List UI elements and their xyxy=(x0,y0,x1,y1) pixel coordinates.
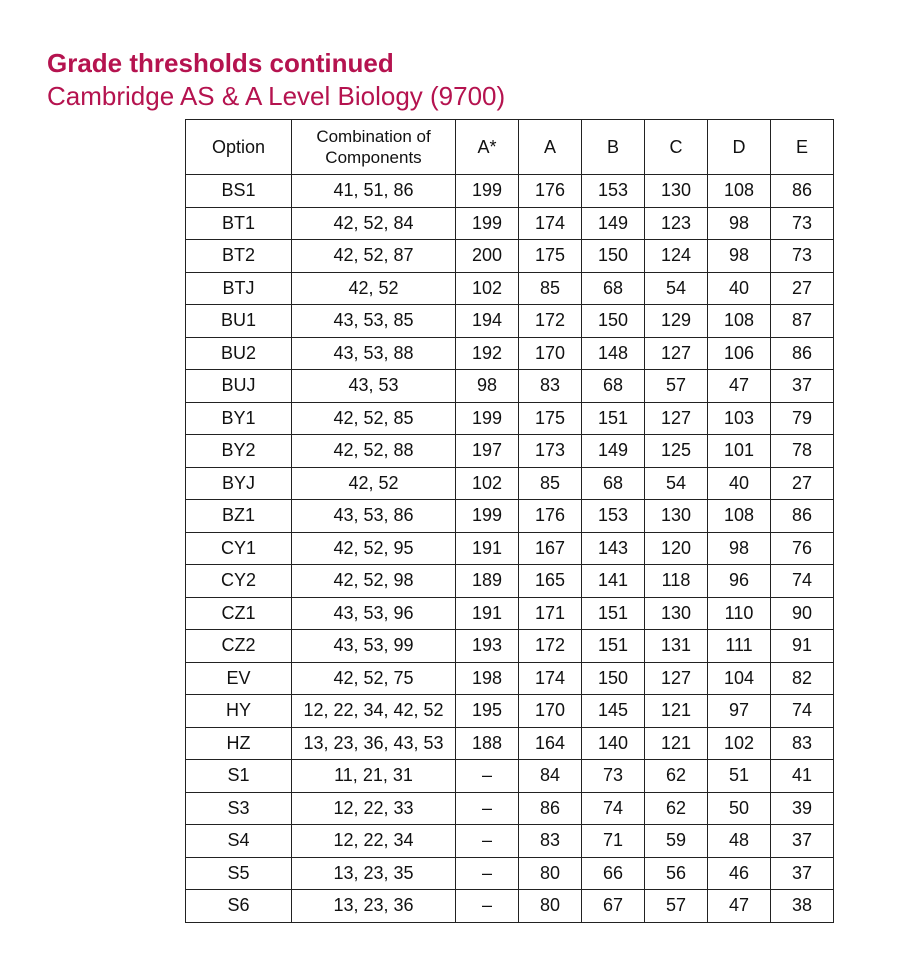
table-row xyxy=(186,240,834,273)
cell-components: 42, 52 xyxy=(292,272,456,305)
cell-b: 74 xyxy=(582,792,645,825)
cell-a-star: 199 xyxy=(456,207,519,240)
cell-a-star: 194 xyxy=(456,305,519,338)
cell-components: 42, 52, 95 xyxy=(292,532,456,565)
cell-option: BU1 xyxy=(186,305,292,338)
cell-d: 97 xyxy=(708,695,771,728)
cell-d: 40 xyxy=(708,467,771,500)
cell-option: HZ xyxy=(186,727,292,760)
table-row xyxy=(186,337,834,370)
cell-e: 86 xyxy=(771,500,834,533)
table-row xyxy=(186,370,834,403)
cell-d: 51 xyxy=(708,760,771,793)
cell-b: 151 xyxy=(582,630,645,663)
table-header xyxy=(186,120,834,175)
table-row xyxy=(186,760,834,793)
cell-d: 101 xyxy=(708,435,771,468)
table-header-row xyxy=(186,120,834,175)
cell-components: 42, 52, 85 xyxy=(292,402,456,435)
column-header-c: C xyxy=(645,120,708,175)
cell-option: EV xyxy=(186,662,292,695)
cell-d: 108 xyxy=(708,175,771,208)
cell-a-star: – xyxy=(456,890,519,923)
cell-option: S5 xyxy=(186,857,292,890)
cell-a-star: 188 xyxy=(456,727,519,760)
cell-components: 13, 23, 36 xyxy=(292,890,456,923)
cell-option: CZ2 xyxy=(186,630,292,663)
cell-option: BTJ xyxy=(186,272,292,305)
cell-b: 153 xyxy=(582,175,645,208)
cell-option: BY2 xyxy=(186,435,292,468)
cell-a-star: 195 xyxy=(456,695,519,728)
cell-b: 73 xyxy=(582,760,645,793)
table-row xyxy=(186,272,834,305)
cell-a-star: 198 xyxy=(456,662,519,695)
cell-c: 130 xyxy=(645,175,708,208)
cell-components: 43, 53, 86 xyxy=(292,500,456,533)
cell-a: 171 xyxy=(519,597,582,630)
cell-c: 130 xyxy=(645,500,708,533)
cell-d: 110 xyxy=(708,597,771,630)
cell-b: 68 xyxy=(582,272,645,305)
cell-a: 167 xyxy=(519,532,582,565)
table-row xyxy=(186,662,834,695)
cell-b: 151 xyxy=(582,402,645,435)
cell-d: 47 xyxy=(708,890,771,923)
cell-e: 74 xyxy=(771,565,834,598)
table-row xyxy=(186,467,834,500)
cell-option: BT2 xyxy=(186,240,292,273)
cell-a-star: 191 xyxy=(456,532,519,565)
cell-e: 83 xyxy=(771,727,834,760)
cell-c: 121 xyxy=(645,727,708,760)
cell-components: 42, 52, 75 xyxy=(292,662,456,695)
cell-b: 68 xyxy=(582,370,645,403)
column-header-option: Option xyxy=(186,120,292,175)
cell-b: 150 xyxy=(582,240,645,273)
column-header-b: B xyxy=(582,120,645,175)
cell-a: 172 xyxy=(519,305,582,338)
cell-d: 48 xyxy=(708,825,771,858)
cell-a: 173 xyxy=(519,435,582,468)
cell-a-star: 199 xyxy=(456,500,519,533)
cell-option: S3 xyxy=(186,792,292,825)
cell-b: 141 xyxy=(582,565,645,598)
cell-a: 165 xyxy=(519,565,582,598)
cell-a-star: 193 xyxy=(456,630,519,663)
cell-a-star: 199 xyxy=(456,175,519,208)
cell-a: 174 xyxy=(519,662,582,695)
table-row xyxy=(186,500,834,533)
cell-c: 57 xyxy=(645,890,708,923)
cell-components: 42, 52, 98 xyxy=(292,565,456,598)
cell-a: 174 xyxy=(519,207,582,240)
cell-components: 12, 22, 34 xyxy=(292,825,456,858)
table-row xyxy=(186,792,834,825)
cell-c: 125 xyxy=(645,435,708,468)
cell-b: 66 xyxy=(582,857,645,890)
cell-a: 85 xyxy=(519,467,582,500)
cell-components: 12, 22, 33 xyxy=(292,792,456,825)
cell-components: 13, 23, 35 xyxy=(292,857,456,890)
cell-components: 43, 53, 96 xyxy=(292,597,456,630)
cell-a-star: – xyxy=(456,825,519,858)
cell-b: 151 xyxy=(582,597,645,630)
cell-e: 41 xyxy=(771,760,834,793)
cell-d: 96 xyxy=(708,565,771,598)
cell-c: 59 xyxy=(645,825,708,858)
cell-b: 71 xyxy=(582,825,645,858)
cell-a: 85 xyxy=(519,272,582,305)
cell-components: 42, 52, 84 xyxy=(292,207,456,240)
cell-b: 68 xyxy=(582,467,645,500)
cell-a-star: – xyxy=(456,857,519,890)
table-row xyxy=(186,305,834,338)
cell-option: S1 xyxy=(186,760,292,793)
cell-components: 43, 53, 99 xyxy=(292,630,456,663)
cell-a-star: 189 xyxy=(456,565,519,598)
cell-d: 108 xyxy=(708,305,771,338)
cell-a: 84 xyxy=(519,760,582,793)
cell-a: 176 xyxy=(519,175,582,208)
cell-option: BU2 xyxy=(186,337,292,370)
cell-components: 11, 21, 31 xyxy=(292,760,456,793)
table-row xyxy=(186,565,834,598)
cell-d: 111 xyxy=(708,630,771,663)
cell-e: 82 xyxy=(771,662,834,695)
cell-e: 91 xyxy=(771,630,834,663)
cell-a-star: – xyxy=(456,760,519,793)
cell-a-star: 197 xyxy=(456,435,519,468)
cell-e: 78 xyxy=(771,435,834,468)
cell-e: 79 xyxy=(771,402,834,435)
cell-d: 104 xyxy=(708,662,771,695)
cell-components: 12, 22, 34, 42, 52 xyxy=(292,695,456,728)
cell-components: 41, 51, 86 xyxy=(292,175,456,208)
cell-option: CY1 xyxy=(186,532,292,565)
cell-components: 42, 52 xyxy=(292,467,456,500)
table-row xyxy=(186,825,834,858)
cell-components: 42, 52, 88 xyxy=(292,435,456,468)
cell-c: 62 xyxy=(645,792,708,825)
column-header-e: E xyxy=(771,120,834,175)
cell-option: HY xyxy=(186,695,292,728)
cell-a-star: 199 xyxy=(456,402,519,435)
cell-d: 102 xyxy=(708,727,771,760)
cell-e: 27 xyxy=(771,467,834,500)
cell-a: 86 xyxy=(519,792,582,825)
cell-e: 87 xyxy=(771,305,834,338)
table-row xyxy=(186,857,834,890)
cell-e: 76 xyxy=(771,532,834,565)
cell-a: 170 xyxy=(519,695,582,728)
cell-option: BT1 xyxy=(186,207,292,240)
table-row xyxy=(186,207,834,240)
cell-option: CY2 xyxy=(186,565,292,598)
table-row xyxy=(186,630,834,663)
cell-d: 47 xyxy=(708,370,771,403)
cell-option: S4 xyxy=(186,825,292,858)
cell-components: 43, 53, 88 xyxy=(292,337,456,370)
cell-d: 108 xyxy=(708,500,771,533)
cell-a-star: 102 xyxy=(456,272,519,305)
cell-b: 153 xyxy=(582,500,645,533)
page-subtitle: Cambridge AS & A Level Biology (9700) xyxy=(47,81,506,111)
cell-b: 150 xyxy=(582,662,645,695)
cell-b: 145 xyxy=(582,695,645,728)
cell-c: 54 xyxy=(645,467,708,500)
cell-b: 143 xyxy=(582,532,645,565)
cell-c: 62 xyxy=(645,760,708,793)
cell-c: 54 xyxy=(645,272,708,305)
cell-components: 13, 23, 36, 43, 53 xyxy=(292,727,456,760)
table-body xyxy=(186,175,834,923)
cell-b: 150 xyxy=(582,305,645,338)
page-title: Grade thresholds continued xyxy=(47,48,394,78)
table-row xyxy=(186,435,834,468)
cell-a-star: 98 xyxy=(456,370,519,403)
table-row xyxy=(186,532,834,565)
table-row xyxy=(186,890,834,923)
cell-c: 130 xyxy=(645,597,708,630)
table-row xyxy=(186,695,834,728)
cell-a: 164 xyxy=(519,727,582,760)
cell-option: BYJ xyxy=(186,467,292,500)
cell-c: 127 xyxy=(645,337,708,370)
cell-d: 103 xyxy=(708,402,771,435)
cell-c: 123 xyxy=(645,207,708,240)
cell-option: BZ1 xyxy=(186,500,292,533)
cell-c: 121 xyxy=(645,695,708,728)
cell-d: 98 xyxy=(708,207,771,240)
cell-d: 98 xyxy=(708,240,771,273)
cell-e: 90 xyxy=(771,597,834,630)
cell-b: 67 xyxy=(582,890,645,923)
cell-option: S6 xyxy=(186,890,292,923)
column-header-a: A xyxy=(519,120,582,175)
cell-e: 73 xyxy=(771,240,834,273)
cell-components: 43, 53, 85 xyxy=(292,305,456,338)
column-header-components: Combination of Components xyxy=(292,120,456,175)
cell-e: 37 xyxy=(771,370,834,403)
cell-e: 38 xyxy=(771,890,834,923)
cell-d: 50 xyxy=(708,792,771,825)
cell-a-star: 191 xyxy=(456,597,519,630)
cell-a: 83 xyxy=(519,825,582,858)
cell-b: 148 xyxy=(582,337,645,370)
cell-b: 149 xyxy=(582,207,645,240)
cell-e: 37 xyxy=(771,857,834,890)
cell-a-star: 192 xyxy=(456,337,519,370)
cell-e: 86 xyxy=(771,175,834,208)
cell-e: 39 xyxy=(771,792,834,825)
cell-option: BY1 xyxy=(186,402,292,435)
cell-e: 73 xyxy=(771,207,834,240)
cell-d: 46 xyxy=(708,857,771,890)
cell-c: 127 xyxy=(645,662,708,695)
cell-d: 98 xyxy=(708,532,771,565)
cell-a-star: 102 xyxy=(456,467,519,500)
table-row xyxy=(186,597,834,630)
cell-a: 175 xyxy=(519,240,582,273)
cell-c: 120 xyxy=(645,532,708,565)
column-header-a-star: A* xyxy=(456,120,519,175)
cell-c: 118 xyxy=(645,565,708,598)
table-row xyxy=(186,175,834,208)
cell-e: 27 xyxy=(771,272,834,305)
cell-c: 57 xyxy=(645,370,708,403)
cell-c: 56 xyxy=(645,857,708,890)
cell-b: 149 xyxy=(582,435,645,468)
cell-b: 140 xyxy=(582,727,645,760)
cell-e: 37 xyxy=(771,825,834,858)
cell-e: 74 xyxy=(771,695,834,728)
cell-option: BS1 xyxy=(186,175,292,208)
cell-option: BUJ xyxy=(186,370,292,403)
cell-a: 170 xyxy=(519,337,582,370)
table-row xyxy=(186,402,834,435)
cell-c: 131 xyxy=(645,630,708,663)
cell-e: 86 xyxy=(771,337,834,370)
cell-d: 40 xyxy=(708,272,771,305)
column-header-d: D xyxy=(708,120,771,175)
cell-a: 80 xyxy=(519,857,582,890)
cell-a-star: – xyxy=(456,792,519,825)
cell-a: 176 xyxy=(519,500,582,533)
cell-option: CZ1 xyxy=(186,597,292,630)
cell-components: 42, 52, 87 xyxy=(292,240,456,273)
cell-a: 83 xyxy=(519,370,582,403)
cell-a: 175 xyxy=(519,402,582,435)
cell-c: 129 xyxy=(645,305,708,338)
cell-d: 106 xyxy=(708,337,771,370)
cell-a: 172 xyxy=(519,630,582,663)
cell-a: 80 xyxy=(519,890,582,923)
cell-c: 124 xyxy=(645,240,708,273)
cell-a-star: 200 xyxy=(456,240,519,273)
cell-c: 127 xyxy=(645,402,708,435)
table-row xyxy=(186,727,834,760)
cell-components: 43, 53 xyxy=(292,370,456,403)
grade-thresholds-table xyxy=(185,119,834,923)
